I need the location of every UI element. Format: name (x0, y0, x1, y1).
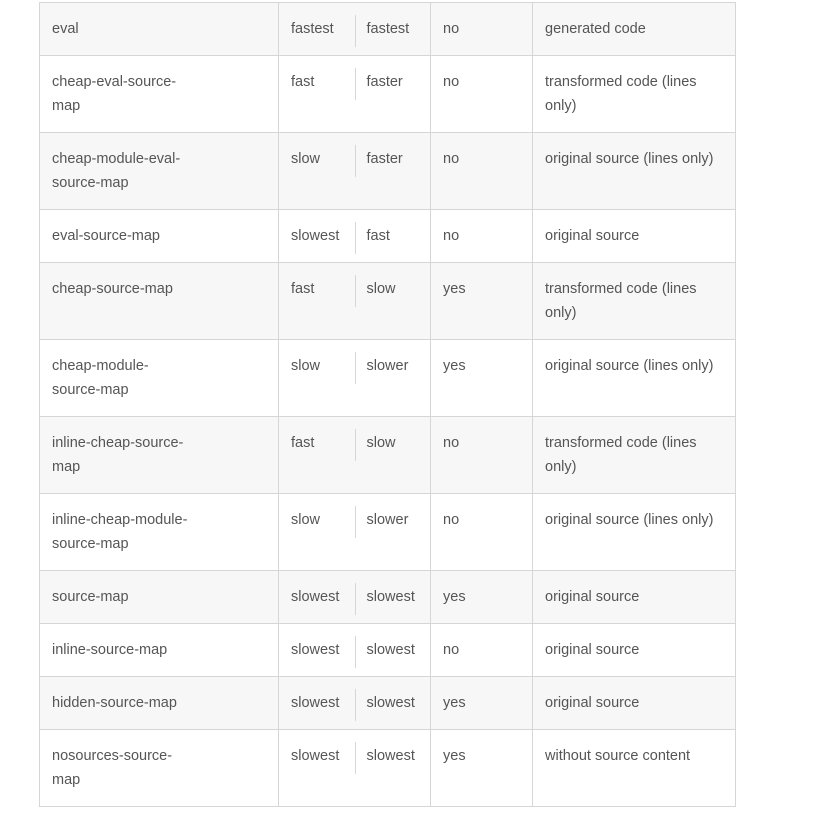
build-speed-cell (279, 263, 355, 340)
build-speed-cell-text: slowest (291, 228, 340, 244)
table-row (40, 677, 736, 730)
quality-cell-text: transformed code (lines only) (545, 281, 697, 321)
table-row (40, 730, 736, 807)
devtool-cell (40, 210, 279, 263)
rebuild-speed-cell (355, 494, 431, 571)
devtool-cell (40, 56, 279, 133)
rebuild-speed-cell (355, 571, 431, 624)
build-speed-cell (279, 730, 355, 807)
build-speed-cell-text: slowest (291, 695, 340, 711)
quality-cell-text: without source content (545, 748, 691, 764)
build-speed-cell (279, 677, 355, 730)
production-cell-text: yes (443, 748, 466, 764)
rebuild-speed-cell (355, 624, 431, 677)
table-row (40, 210, 736, 263)
rebuild-speed-cell (355, 3, 431, 56)
rebuild-speed-cell-text: fast (366, 228, 390, 244)
devtool-cell-text: cheap-module-eval-source-map (52, 151, 181, 191)
devtool-cell (40, 494, 279, 571)
production-cell-text: no (443, 21, 460, 37)
quality-cell (533, 340, 736, 417)
quality-cell (533, 210, 736, 263)
rebuild-speed-cell (355, 133, 431, 210)
quality-cell (533, 677, 736, 730)
build-speed-cell-text: slowest (291, 748, 340, 764)
build-speed-cell-text: slow (291, 151, 321, 167)
build-speed-cell-text: slow (291, 512, 321, 528)
quality-cell (533, 624, 736, 677)
quality-cell (533, 133, 736, 210)
build-speed-cell (279, 624, 355, 677)
table-row (40, 340, 736, 417)
production-cell (431, 571, 533, 624)
build-speed-cell-text: fast (291, 281, 315, 297)
build-speed-cell (279, 210, 355, 263)
devtool-cell (40, 730, 279, 807)
quality-cell (533, 571, 736, 624)
devtool-cell (40, 263, 279, 340)
rebuild-speed-cell-text: slowest (366, 748, 415, 764)
quality-cell (533, 494, 736, 571)
build-speed-cell-text: slowest (291, 642, 340, 658)
rebuild-speed-cell-text: slower (366, 358, 409, 374)
quality-cell-text: original source (lines only) (545, 512, 714, 528)
devtool-cell-text: eval (52, 21, 79, 37)
quality-cell-text: original source (545, 695, 640, 711)
devtool-cell-text: inline-cheap-module-source-map (52, 512, 188, 552)
devtool-cell-text: inline-cheap-source-map (52, 435, 184, 475)
table-row (40, 133, 736, 210)
quality-cell-text: original source (545, 589, 640, 605)
rebuild-speed-cell-text: faster (366, 151, 403, 167)
rebuild-speed-cell-text: slow (366, 281, 396, 297)
production-cell (431, 133, 533, 210)
table-row (40, 494, 736, 571)
production-cell-text: yes (443, 281, 466, 297)
table-row (40, 624, 736, 677)
devtool-cell (40, 133, 279, 210)
devtool-comparison-table (39, 2, 736, 807)
build-speed-cell (279, 571, 355, 624)
rebuild-speed-cell-text: slowest (366, 589, 415, 605)
rebuild-speed-cell-text: slowest (366, 642, 415, 658)
build-speed-cell-text: fastest (291, 21, 334, 37)
quality-cell-text: original source (lines only) (545, 358, 714, 374)
devtool-cell-text: cheap-eval-source-map (52, 74, 177, 114)
build-speed-cell (279, 417, 355, 494)
rebuild-speed-cell (355, 677, 431, 730)
production-cell (431, 417, 533, 494)
devtool-cell-text: nosources-source-map (52, 748, 173, 788)
production-cell-text: no (443, 435, 460, 451)
production-cell-text: yes (443, 589, 466, 605)
quality-cell-text: transformed code (lines only) (545, 435, 697, 475)
table-row (40, 571, 736, 624)
production-cell-text: no (443, 74, 460, 90)
rebuild-speed-cell-text: fastest (366, 21, 410, 37)
devtool-cell-text: cheap-source-map (52, 281, 173, 297)
devtool-cell (40, 624, 279, 677)
quality-cell (533, 730, 736, 807)
build-speed-cell (279, 494, 355, 571)
quality-cell (533, 56, 736, 133)
quality-cell (533, 417, 736, 494)
rebuild-speed-cell (355, 210, 431, 263)
devtool-cell (40, 340, 279, 417)
devtool-cell-text: eval-source-map (52, 228, 160, 244)
rebuild-speed-cell (355, 340, 431, 417)
table-body (40, 3, 736, 807)
build-speed-cell-text: fast (291, 74, 315, 90)
rebuild-speed-cell-text: slower (366, 512, 409, 528)
production-cell-text: yes (443, 358, 466, 374)
production-cell (431, 340, 533, 417)
quality-cell-text: original source (lines only) (545, 151, 714, 167)
production-cell (431, 210, 533, 263)
build-speed-cell-text: fast (291, 435, 315, 451)
table-row (40, 417, 736, 494)
quality-cell-text: generated code (545, 21, 646, 37)
table-row (40, 56, 736, 133)
production-cell (431, 263, 533, 340)
rebuild-speed-cell (355, 417, 431, 494)
production-cell (431, 624, 533, 677)
quality-cell-text: transformed code (lines only) (545, 74, 697, 114)
quality-cell-text: original source (545, 228, 640, 244)
devtool-cell-text: source-map (52, 589, 129, 605)
devtool-cell-text: hidden-source-map (52, 695, 177, 711)
production-cell-text: no (443, 228, 460, 244)
production-cell (431, 677, 533, 730)
production-cell-text: no (443, 151, 460, 167)
build-speed-cell-text: slowest (291, 589, 340, 605)
production-cell-text: no (443, 512, 460, 528)
rebuild-speed-cell (355, 730, 431, 807)
table-row (40, 3, 736, 56)
devtool-cell (40, 677, 279, 730)
production-cell (431, 3, 533, 56)
rebuild-speed-cell (355, 263, 431, 340)
rebuild-speed-cell (355, 56, 431, 133)
devtool-cell-text: cheap-module-source-map (52, 358, 149, 398)
quality-cell-text: original source (545, 642, 640, 658)
build-speed-cell-text: slow (291, 358, 321, 374)
devtool-cell (40, 3, 279, 56)
production-cell (431, 730, 533, 807)
build-speed-cell (279, 3, 355, 56)
rebuild-speed-cell-text: slowest (366, 695, 415, 711)
rebuild-speed-cell-text: slow (366, 435, 396, 451)
production-cell-text: no (443, 642, 460, 658)
build-speed-cell (279, 56, 355, 133)
devtool-cell (40, 417, 279, 494)
production-cell (431, 494, 533, 571)
build-speed-cell (279, 133, 355, 210)
production-cell-text: yes (443, 695, 466, 711)
devtool-cell-text: inline-source-map (52, 642, 168, 658)
quality-cell (533, 263, 736, 340)
build-speed-cell (279, 340, 355, 417)
rebuild-speed-cell-text: faster (366, 74, 403, 90)
devtool-cell (40, 571, 279, 624)
table-row (40, 263, 736, 340)
production-cell (431, 56, 533, 133)
quality-cell (533, 3, 736, 56)
devtool-comparison-table-wrapper (39, 2, 735, 807)
